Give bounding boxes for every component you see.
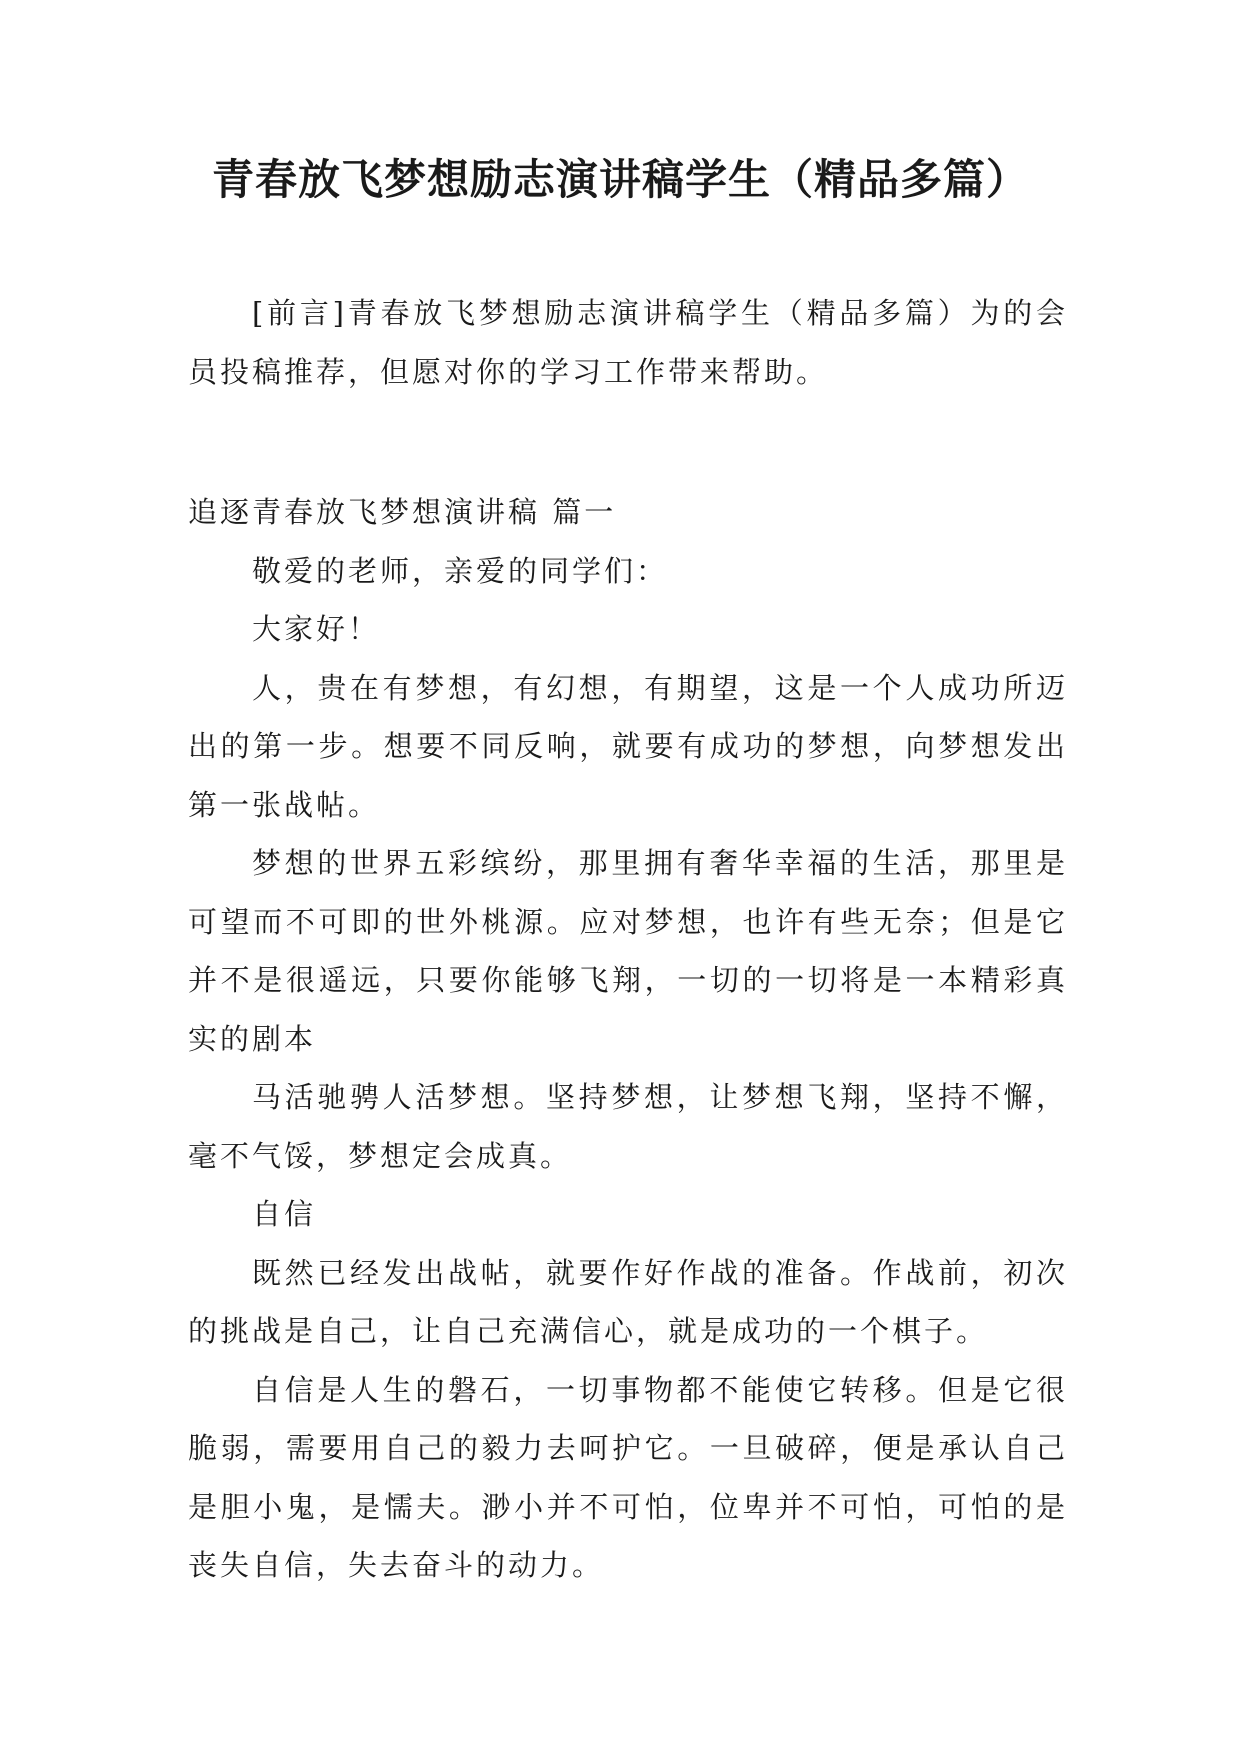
document-title: 青春放飞梦想励志演讲稿学生（精品多篇） [211, 155, 1029, 204]
document-body [188, 284, 1068, 1595]
body-paragraph: 马活驰骋人活梦想。坚持梦想，让梦想飞翔，坚持不懈，毫不气馁，梦想定会成真。 [188, 1080, 1068, 1173]
body-paragraph: 梦想的世界五彩缤纷，那里拥有奢华幸福的生活，那里是可望而不可即的世外桃源。应对梦想，也许有些无奈；但是它并不是很遥远，只要你能够飞翔，一切的一切将是一本精彩真实的剧本 [188, 846, 1068, 1056]
preface-paragraph: [前言]青春放飞梦想励志演讲稿学生（精品多篇）为的会员投稿推荐，但愿对你的学习工作带来帮助。 [188, 296, 1068, 389]
greeting-paragraph: 大家好！ [252, 612, 381, 646]
body-paragraph: 自信是人生的磐石，一切事物都不能使它转移。但是它很脆弱，需要用自己的毅力去呵护它。一旦破碎，便是承认自己是胆小鬼，是懦夫。渺小并不可怕，位卑并不可怕，可怕的是丧失自信，失去奋斗的动力。 [188, 1372, 1068, 1582]
section-heading: 追逐青春放飞梦想演讲稿 篇一 [188, 495, 617, 529]
subheading-paragraph: 自信 [252, 1197, 317, 1231]
body-paragraph: 人，贵在有梦想，有幻想，有期望，这是一个人成功所迈出的第一步。想要不同反响，就要有成功的梦想，向梦想发出第一张战帖。 [188, 670, 1068, 822]
salutation-paragraph: 敬爱的老师，亲爱的同学们： [252, 553, 669, 588]
preface-spacer [188, 401, 1068, 483]
body-paragraph: 既然已经发出战帖，就要作好作战的准备。作战前，初次的挑战是自己，让自己充满信心，就是成功的一个棋子。 [188, 1255, 1068, 1348]
